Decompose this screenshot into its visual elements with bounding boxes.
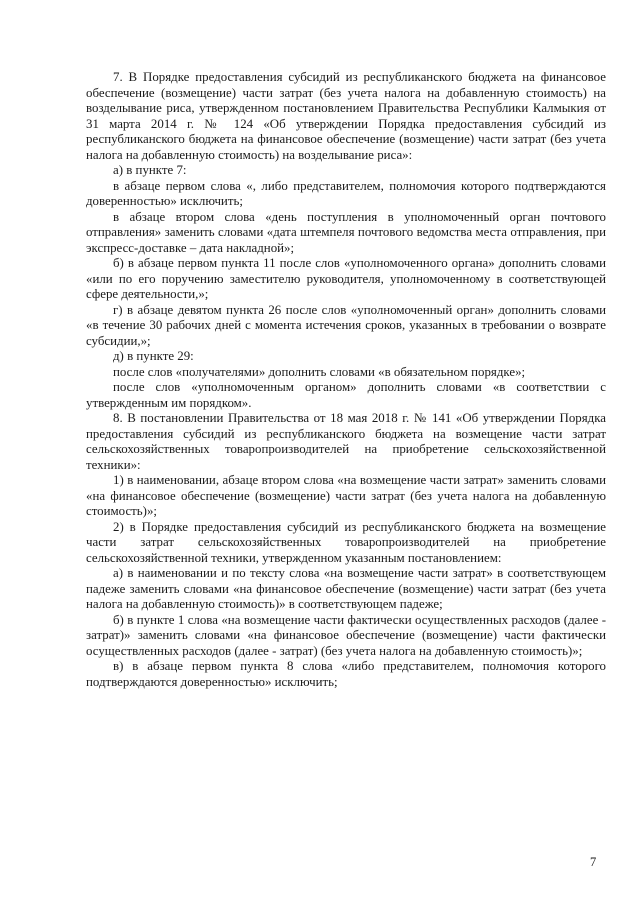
page-number: 7 [590,855,597,869]
paragraph-8-2-b: б) в пункте 1 слова «на возмещение части фактически осуществленных расходов (далее - затрат)» заменить словами «на финансовое обеспечение (возмещение) части фактически осуществленных расходов (далее - затрат) (без учета налога на добавленную стоимость)»; [86,612,606,658]
paragraph-abzac-2: в абзаце втором слова «день поступления в уполномоченный орган почтового отправления» заменить словами «дата штемпеля почтового ведомства места отправления, при экспресс-доставке – дата накладной»; [86,209,606,255]
paragraph-8-2: 2) в Порядке предоставления субсидий из республиканского бюджета на возмещение части затрат сельскохозяйственных товаропроизводителей на приобретение сельскохозяйственной техники, утвержденном указанным постановлением: [86,519,606,565]
paragraph-sub-g: г) в абзаце девятом пункта 26 после слов «уполномоченный орган» дополнить словами «в течение 30 рабочих дней с момента истечения сроков, указанных в требовании о возврате субсидии,»; [86,302,606,348]
paragraph-8-2-a: а) в наименовании и по тексту слова «на возмещение части затрат» в соответствующем падеже заменить словами «на финансовое обеспечение (возмещение) части затрат (без учета налога на добавленную стоимость)» в соответствующем падеже; [86,566,606,611]
paragraph-d-2: после слов «уполномоченным органом» дополнить словами «в соответствии с утвержденным им порядком». [86,380,606,410]
paragraph-sub-a: а) в пункте 7: [113,163,187,177]
document-body [86,70,606,690]
paragraph-sub-b: б) в абзаце первом пункта 11 после слов «уполномоченного органа» дополнить словами «или по его поручению заместителю руководителя, уполномоченному в соответствующей сфере деятельности,»; [86,256,606,301]
paragraph-item-7-intro: 7. В Порядке предоставления субсидий из республиканского бюджета на финансовое обеспечение (возмещение) части затрат (без учета налога на добавленную стоимость) на возделывание риса, утвержденном постановлением Правительства Республики Калмыкия от 31 марта 2014 г. № 124 «Об утверждении Порядка предоставления субсидий из республиканского бюджета на финансовое обеспечение (возмещение) части затрат (без учета налога на добавленную стоимость) на возделывание риса»: [86,70,606,162]
paragraph-8-1: 1) в наименовании, абзаце втором слова «на возмещение части затрат» заменить словами «на финансовое обеспечение (возмещение) части затрат (без учета налога на добавленную стоимость)»; [86,473,606,518]
paragraph-8-2-v: в) в абзаце первом пункта 8 слова «либо представителем, полномочия которого подтверждаются доверенностью» исключить; [86,659,606,689]
paragraph-d-1: после слов «получателями» дополнить словами «в обязательном порядке»; [113,364,526,379]
paragraph-sub-d: д) в пункте 29: [113,349,194,363]
paragraph-item-8-intro: 8. В постановлении Правительства от 18 мая 2018 г. № 141 «Об утверждении Порядка предоставления субсидий из республиканского бюджета на возмещение части затрат сельскохозяйственных товаропроизводителей на приобретение сельскохозяйственной техники»: [86,411,606,472]
paragraph-abzac-1: в абзаце первом слова «, либо представителем, полномочия которого подтверждаются доверенностью» исключить; [86,178,606,208]
